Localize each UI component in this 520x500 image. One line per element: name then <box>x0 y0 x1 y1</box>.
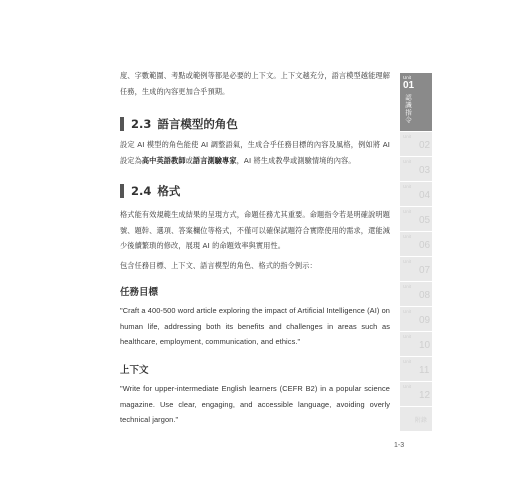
quote-text: "Write for upper-intermediate English learners (CEFR B2) in a popular science magazine. Use clear, engaging, and accessible language, avoiding overly technical jargon." <box>120 384 390 424</box>
paragraph-text: 格式能有效規範生成結果的呈現方式，命題任務尤其重要。命題指令若是明確說明題號、題幹、選項、答案欄位等格式，不僅可以確保試題符合實際使用的需求，還能減少後續繁瑣的修改，展現 AI 的命題效率與實用性。 <box>120 210 390 250</box>
section-heading-2-4 <box>120 183 180 199</box>
quote-text: "Craft a 400-500 word article exploring the impact of Artificial Intelligence (AI) on human life, addressing both its benefits and challenges in areas such as healthcare, employment, communication, and ethics." <box>120 306 390 346</box>
unit-label: Unit <box>403 284 412 289</box>
unit-label: Unit <box>403 359 412 364</box>
unit-label: Unit <box>403 159 412 164</box>
paragraph-text: ，AI 將生成教學或測驗情境的內容。 <box>236 155 356 165</box>
unit-label: Unit <box>403 209 412 214</box>
unit-label: Unit <box>403 134 412 139</box>
subheading-task-goal: 任務目標 <box>120 287 159 298</box>
appendix-tab[interactable] <box>400 407 432 432</box>
unit-tab-10[interactable] <box>400 332 432 357</box>
unit-tab-02[interactable] <box>400 132 432 157</box>
unit-tabs <box>400 73 432 432</box>
paragraph-role <box>120 137 390 168</box>
unit-label: Unit <box>403 259 412 264</box>
unit-tab-01[interactable] <box>400 73 432 132</box>
unit-number: 10 <box>419 340 431 351</box>
paragraph-text: 設定 AI 模型的角色能使 AI 調整語氣，生成合乎任務目標的內容及風格，例如將 AI 設定為 <box>120 140 390 165</box>
unit-number: 12 <box>419 390 431 401</box>
unit-title: 認識指令 <box>404 94 412 124</box>
unit-label: Unit <box>403 234 412 239</box>
unit-number: 04 <box>419 190 431 201</box>
unit-label: Unit <box>403 75 412 80</box>
paragraph-text: 或 <box>185 155 193 165</box>
unit-label: Unit <box>403 384 412 389</box>
unit-number: 08 <box>419 290 431 301</box>
unit-tab-09[interactable] <box>400 307 432 332</box>
unit-label: Unit <box>403 334 412 339</box>
unit-tab-08[interactable] <box>400 282 432 307</box>
section-number: 2.3 <box>131 117 152 131</box>
paragraph-context-continuation <box>120 68 390 99</box>
unit-tab-05[interactable] <box>400 207 432 232</box>
unit-tab-12[interactable] <box>400 382 432 407</box>
unit-number: 07 <box>419 265 431 276</box>
section-marker-bar <box>120 117 124 131</box>
unit-tab-11[interactable] <box>400 357 432 382</box>
unit-label: Unit <box>403 184 412 189</box>
unit-number: 05 <box>419 215 431 226</box>
unit-label: Unit <box>403 309 412 314</box>
unit-number: 01 <box>403 80 415 91</box>
unit-number: 02 <box>419 140 431 151</box>
paragraph-text: 包含任務目標、上下文、語言模型的角色、格式的指令例示： <box>120 261 317 270</box>
paragraph-format <box>120 207 390 254</box>
section-number: 2.4 <box>131 184 152 198</box>
emphasis-high-school-teacher: 高中英語教師 <box>141 155 186 165</box>
unit-tab-06[interactable] <box>400 232 432 257</box>
unit-number: 11 <box>419 365 430 376</box>
subheading-context: 上下文 <box>120 365 149 376</box>
quote-context <box>120 381 390 428</box>
section-title: 格式 <box>157 184 181 198</box>
unit-tab-03[interactable] <box>400 157 432 182</box>
quote-task-goal <box>120 303 390 350</box>
section-title: 語言模型的角色 <box>157 117 238 131</box>
page-number: 1-3 <box>394 442 405 449</box>
unit-number: 09 <box>419 315 431 326</box>
unit-tab-07[interactable] <box>400 257 432 282</box>
appendix-label: 附錄 <box>415 417 428 424</box>
emphasis-test-expert: 語言測驗專家 <box>192 155 237 165</box>
section-marker-bar <box>120 184 124 198</box>
paragraph-text: 度、字數範圍、考點或範例等都是必要的上下文。上下文越充分，語言模型越能理解任務，生成的內容更加合乎預期。 <box>120 71 390 96</box>
section-heading-2-3 <box>120 116 238 132</box>
unit-number: 03 <box>419 165 431 176</box>
unit-tab-04[interactable] <box>400 182 432 207</box>
paragraph-examples-intro <box>120 258 390 274</box>
unit-number: 06 <box>419 240 431 251</box>
